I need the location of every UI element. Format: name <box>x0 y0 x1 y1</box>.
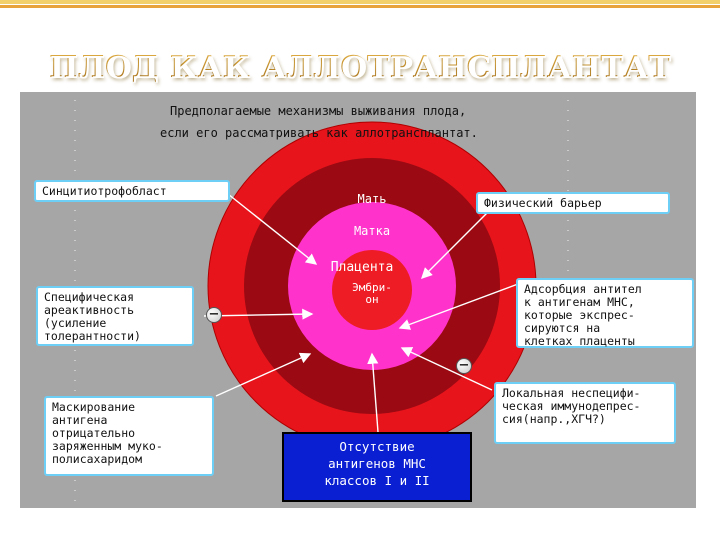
slide-title: ПЛОД КАК АЛЛОТРАНСПЛАНТАТ <box>0 50 720 85</box>
callout-antibody-adsorption: Адсорбция антител к антигенам МНС, которые экспрес- сируются на клетках плаценты <box>516 278 694 348</box>
diagram-header-line2: если его рассматривать как аллотрансплантат. <box>160 126 478 140</box>
callout-syncytiotrophoblast: Синцитиотрофобласт <box>34 180 230 202</box>
mhc-absence-text: Отсутствие антигенов МНС классов I и II <box>324 439 430 488</box>
label-mother: Мать <box>357 192 387 206</box>
diagram-panel <box>20 92 696 508</box>
callout-specific-reactivity: Специфическая ареактивность (усиление толерантности) <box>36 286 194 346</box>
diagram-header-line1: Предполагаемые механизмы выживания плода, <box>170 104 467 118</box>
callout-local-immunosuppression: Локальная неспецифи- ческая иммунодепрес- сия(напр.,ХГЧ?) <box>494 382 676 444</box>
callout-antigen-masking: Маскирование антигена отрицательно заряженным муко- полисахаридом <box>44 396 214 476</box>
callout-physical-barrier: Физический барьер <box>476 192 670 214</box>
minus-badge-reactivity: − <box>206 307 222 323</box>
minus-badge-local: − <box>456 358 472 374</box>
top-accent-stripe-1 <box>0 0 720 4</box>
label-placenta: Плацента <box>330 260 394 275</box>
top-accent-stripe-2 <box>0 5 720 8</box>
label-embryo: Эмбри- он <box>352 281 392 306</box>
label-uterus: Матка <box>353 224 391 238</box>
